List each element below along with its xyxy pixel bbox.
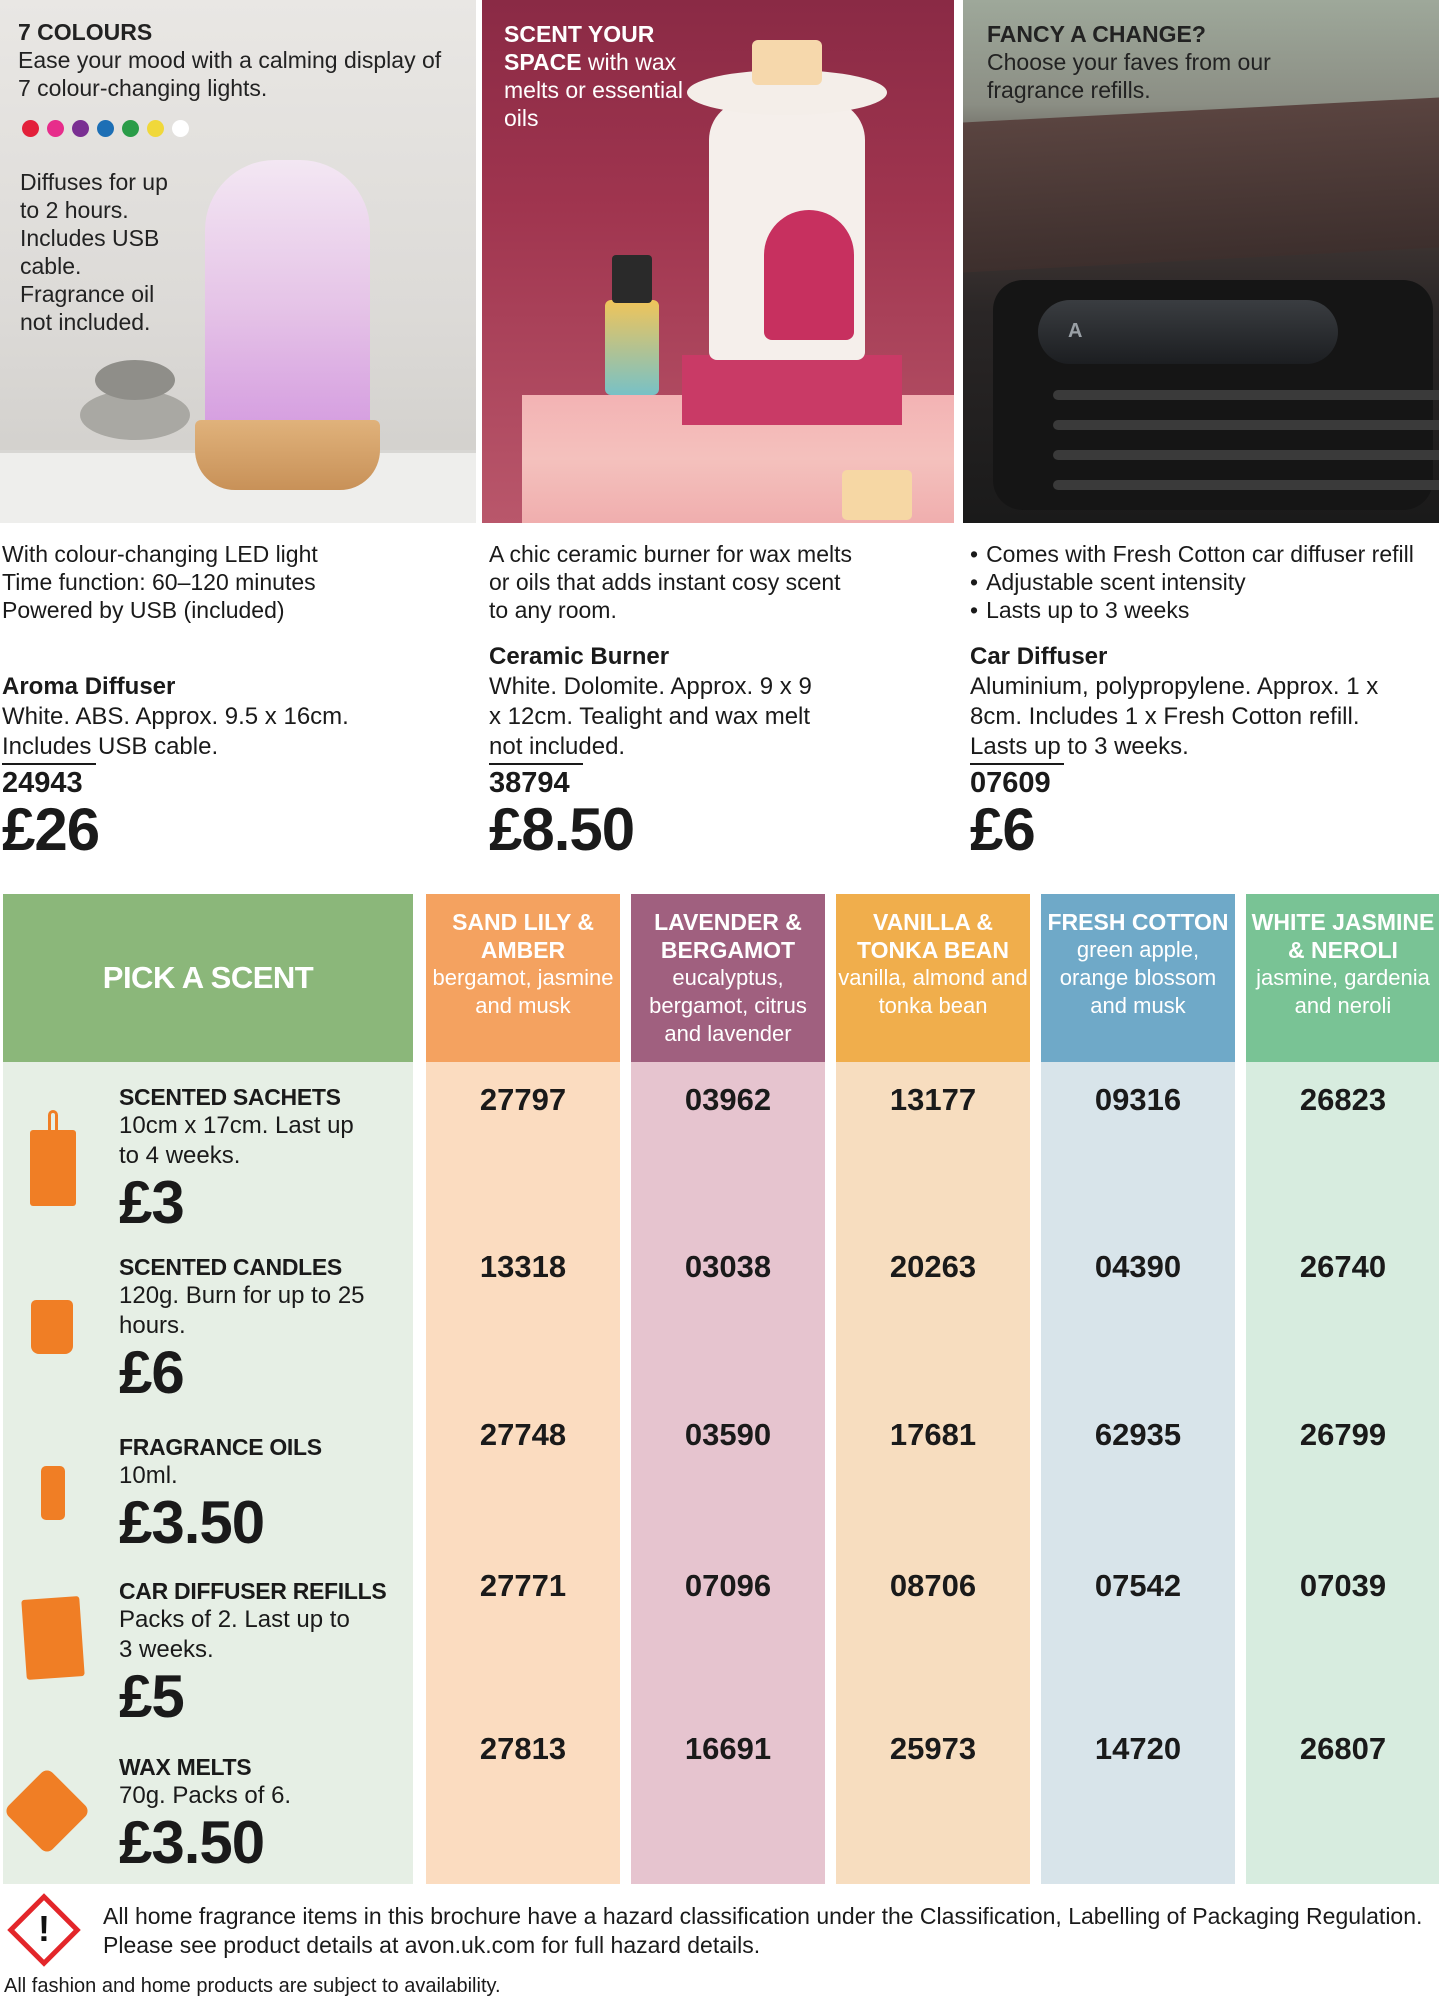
wax-cube-decor	[842, 470, 912, 520]
product-code-cell: 26823	[1299, 1082, 1387, 1117]
car-diffuser-illustration	[1038, 300, 1338, 364]
product-details: White. Dolomite. Approx. 9 x 9 x 12cm. Tealight and wax melt not included.	[489, 673, 812, 760]
row-fragrance-oils: FRAGRANCE OILS 10ml. £3.50	[119, 1434, 322, 1556]
product-code: 07609	[970, 768, 1439, 798]
product-code-cell: 27813	[479, 1731, 567, 1766]
sachet-icon	[30, 1130, 76, 1206]
scent-header: SAND LILY & AMBER bergamot, jasmine and musk	[426, 894, 620, 1062]
product-code-cell: 03590	[684, 1417, 772, 1452]
product-code-cell: 04390	[1094, 1249, 1182, 1284]
product-code-cell: 07096	[684, 1568, 772, 1603]
ceramic-burner-photo	[482, 0, 954, 523]
product-price: £8.50	[489, 796, 635, 863]
product-name: Aroma Diffuser	[2, 673, 176, 700]
car-diffuser-photo	[963, 0, 1439, 523]
product-code-cell: 17681	[889, 1417, 977, 1452]
product-code-cell: 27748	[479, 1417, 567, 1452]
scent-header: FRESH COTTON green apple, orange blossom and musk	[1041, 894, 1235, 1062]
pick-a-scent-header: PICK A SCENT	[3, 894, 413, 1062]
burner-photo-heading: SCENT YOUR SPACE with wax melts or essential oils	[504, 21, 683, 131]
scent-column-white-jasmine	[1246, 894, 1439, 1884]
pink-box-decor	[682, 355, 902, 425]
colour-dot	[172, 120, 189, 137]
product-price: £26	[2, 796, 100, 863]
availability-notice: All fashion and home products are subject to availability.	[4, 1975, 501, 1997]
row-wax-melts: WAX MELTS 70g. Packs of 6. £3.50	[119, 1754, 292, 1876]
product-code-cell: 26799	[1299, 1417, 1387, 1452]
row-car-diffuser-refills: CAR DIFFUSER REFILLS Packs of 2. Last up to 3 weeks. £5	[119, 1578, 387, 1730]
colour-dot	[97, 120, 114, 137]
product-code-cell: 27771	[479, 1568, 567, 1603]
oil-bottle-illustration	[605, 255, 659, 395]
aroma-diffuser-photo	[0, 0, 476, 523]
product-code-cell: 09316	[1094, 1082, 1182, 1117]
product-code-cell: 26807	[1299, 1731, 1387, 1766]
diffuser-description: With colour-changing LED light Time function: 60–120 minutes Powered by USB (included)	[2, 541, 318, 623]
sachet-hook-icon	[48, 1110, 58, 1134]
product-price: £6	[970, 796, 1035, 863]
scent-column-sand-lily	[426, 894, 620, 1884]
product-ceramic-burner	[489, 642, 929, 862]
row-scented-candles: SCENTED CANDLES 120g. Burn for up to 25 hours. £6	[119, 1254, 365, 1406]
scent-column-fresh-cotton	[1041, 894, 1235, 1884]
product-code-cell: 08706	[889, 1568, 977, 1603]
product-code: 38794	[489, 768, 929, 798]
product-code-cell: 07039	[1299, 1568, 1387, 1603]
brand-mark: A	[1068, 320, 1083, 342]
colour-dot	[72, 120, 89, 137]
scent-header: VANILLA & TONKA BEAN vanilla, almond and tonka bean	[836, 894, 1030, 1062]
product-code-cell: 07542	[1094, 1568, 1182, 1603]
product-code-cell: 20263	[889, 1249, 977, 1284]
stones-decor	[80, 350, 200, 440]
oil-bottle-icon	[41, 1466, 65, 1520]
product-name: Car Diffuser	[970, 643, 1108, 670]
diffuser-illustration	[195, 160, 380, 490]
product-aroma-diffuser	[2, 672, 472, 862]
product-code-cell: 13177	[889, 1082, 977, 1117]
scent-header: WHITE JASMINE & NEROLI jasmine, gardenia and neroli	[1246, 894, 1439, 1062]
burner-illustration	[687, 70, 887, 360]
burner-description: A chic ceramic burner for wax melts or oils that adds instant cosy scent to any room.	[489, 541, 853, 623]
candle-icon	[31, 1300, 73, 1354]
refill-pack-icon	[21, 1596, 84, 1680]
product-details: White. ABS. Approx. 9.5 x 16cm. Includes USB cable.	[2, 703, 349, 760]
car-photo-heading: FANCY A CHANGE? Choose your faves from our fragrance refills.	[987, 21, 1271, 103]
colour-dot	[122, 120, 139, 137]
product-details: Aluminium, polypropylene. Approx. 1 x 8cm. Includes 1 x Fresh Cotton refill. Lasts up to 3 weeks.	[970, 673, 1379, 760]
product-code-cell: 26740	[1299, 1249, 1387, 1284]
diffuser-photo-note: Diffuses for up to 2 hours. Includes USB cable. Fragrance oil not included.	[20, 169, 168, 335]
product-code: 24943	[2, 768, 472, 798]
scent-header: LAVENDER & BERGAMOT eucalyptus, bergamot, citrus and lavender	[631, 894, 825, 1062]
dashboard-decor	[963, 98, 1439, 273]
colour-dot	[147, 120, 164, 137]
product-name: Ceramic Burner	[489, 643, 670, 670]
hazard-notice: All home fragrance items in this brochure have a hazard classification under the Classification, Labelling of Packaging Regulation. Please see product details at avon.uk.com for full hazard details.	[103, 1903, 1423, 1958]
product-code-cell: 62935	[1094, 1417, 1182, 1452]
product-code-cell: 03962	[684, 1082, 772, 1117]
product-code-cell: 13318	[479, 1249, 567, 1284]
product-code-cell: 14720	[1094, 1731, 1182, 1766]
colour-dot	[22, 120, 39, 137]
product-code-cell: 25973	[889, 1731, 977, 1766]
hazard-warning-icon: !	[8, 1894, 80, 1966]
car-diffuser-description: • Comes with Fresh Cotton car diffuser refill • Adjustable scent intensity • Lasts up to 3 weeks	[970, 540, 1439, 624]
row-scented-sachets: SCENTED SACHETS 10cm x 17cm. Last up to 4 weeks. £3	[119, 1084, 354, 1236]
colour-dot	[47, 120, 64, 137]
product-code-cell: 03038	[684, 1249, 772, 1284]
diffuser-photo-heading: 7 COLOURS Ease your mood with a calming display of 7 colour-changing lights.	[18, 19, 442, 101]
scent-column-vanilla	[836, 894, 1030, 1884]
product-code-cell: 16691	[684, 1731, 772, 1766]
scent-column-lavender	[631, 894, 825, 1884]
colour-dots	[22, 120, 189, 137]
product-code-cell: 27797	[479, 1082, 567, 1117]
product-car-diffuser	[970, 642, 1439, 862]
